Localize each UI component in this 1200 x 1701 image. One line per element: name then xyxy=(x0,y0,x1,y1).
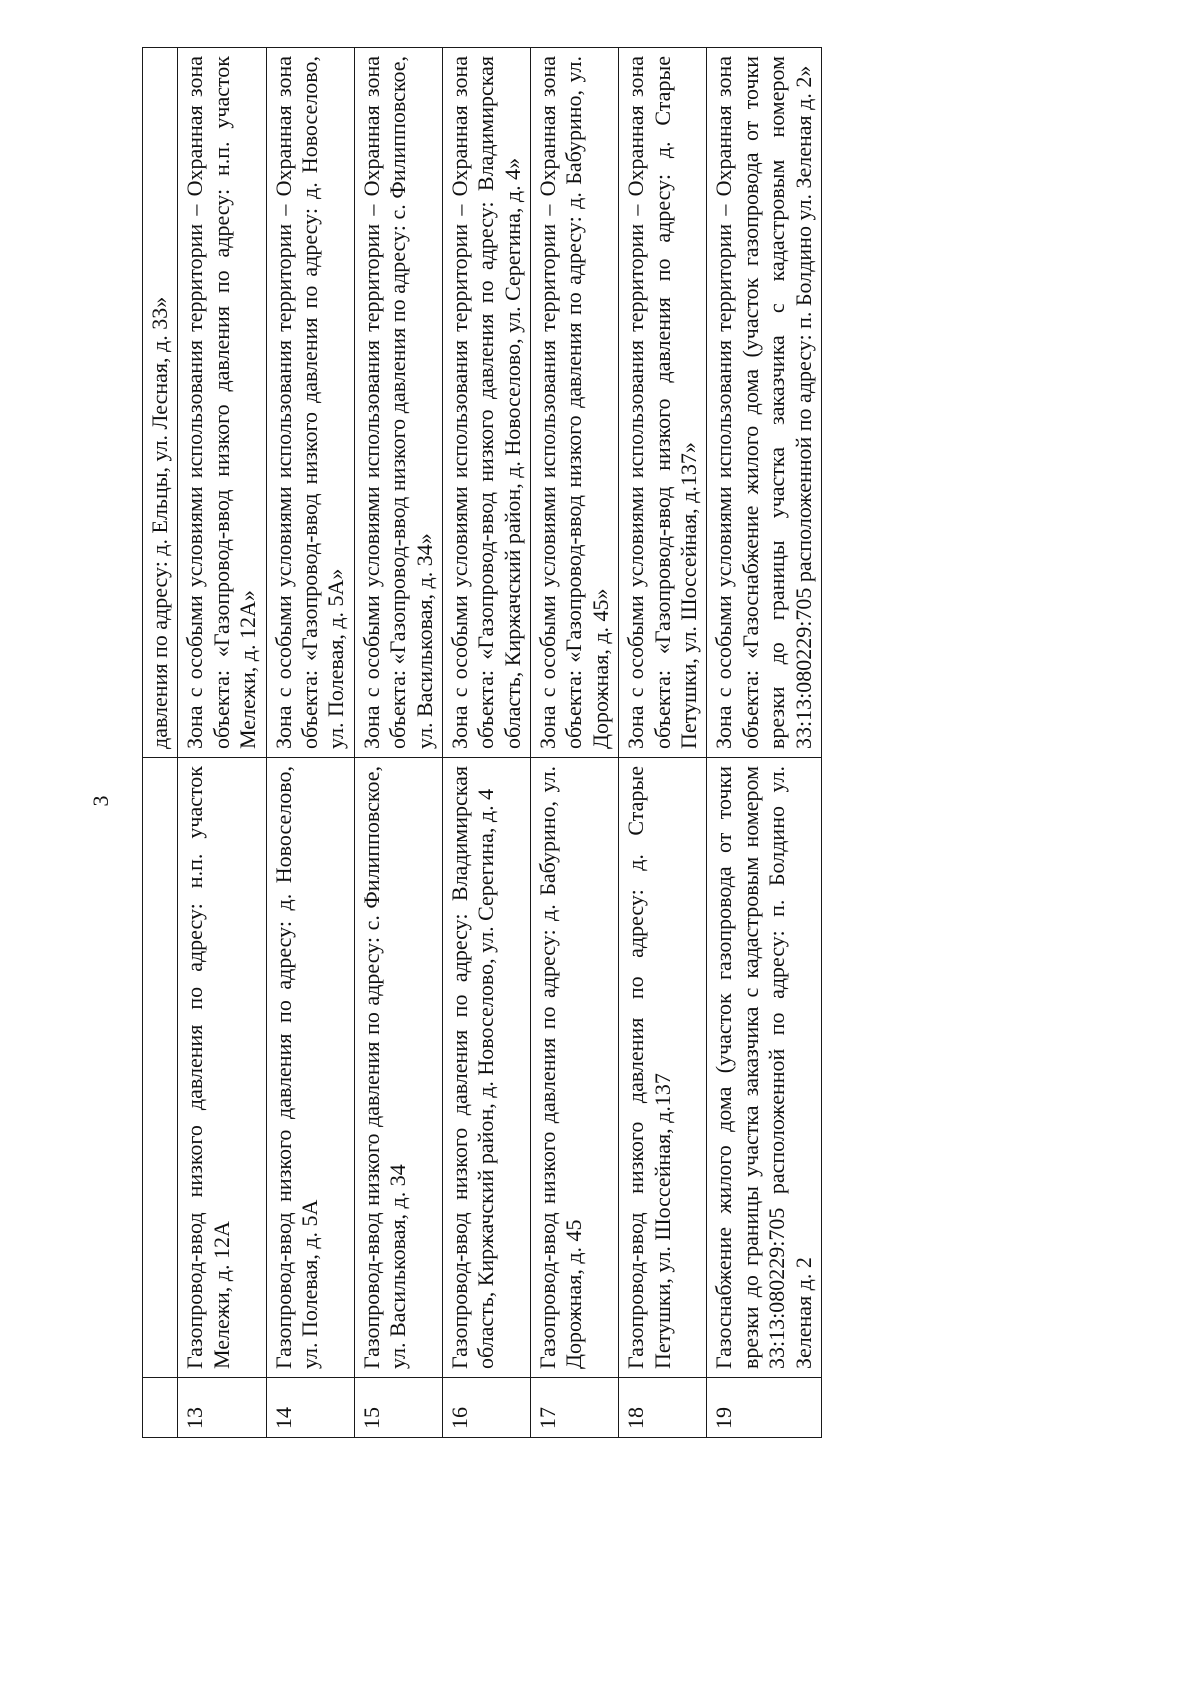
table-row xyxy=(707,48,822,1438)
row-number: 15 xyxy=(354,1378,442,1438)
table-row xyxy=(442,48,530,1438)
row-number: 18 xyxy=(619,1378,707,1438)
object-name-cell: Газопровод-ввод низкого давления по адресу: д. Бабурино, ул. Дорожная, д. 45 xyxy=(531,758,619,1378)
object-name-cell: Газопровод-ввод низкого давления по адресу: д. Старые Петушки, ул. Шоссейная, д.137 xyxy=(619,758,707,1378)
zone-description-cell: Зона с особыми условиями использования территории – Охранная зона объекта: «Газопровод-ввод низкого давления по адресу: д. Старые Петушки, ул. Шоссейная, д.137» xyxy=(619,48,707,758)
table-row xyxy=(178,48,266,1438)
zone-description-cell: Зона с особыми условиями использования территории – Охранная зона объекта: «Газоснабжение жилого дома (участок газопровода от точки врезки до границы участка заказчика с кадастровым номером 33:13:080229:705 расположенной по адресу: п. Болдино ул. Зеленая д. 2» xyxy=(707,48,822,758)
rotated-page-content xyxy=(142,48,1072,1438)
object-name-cell: Газоснабжение жилого дома (участок газопровода от точки врезки до границы участка заказчика с кадастровым номером 33:13:080229:705 расположенной по адресу: п. Болдино ул. Зеленая д. 2 xyxy=(707,758,822,1378)
table-row xyxy=(531,48,619,1438)
object-name-cell: Газопровод-ввод низкого давления по адресу: с. Филипповское, ул. Васильковая, д. 34 xyxy=(354,758,442,1378)
object-name-cell: Газопровод-ввод низкого давления по адресу: н.п. участок Мележи, д. 12А xyxy=(178,758,266,1378)
row-number xyxy=(143,1378,178,1438)
zone-description-cell: Зона с особыми условиями использования территории – Охранная зона объекта: «Газопровод-ввод низкого давления по адресу: Владимирская область, Киржачский район, д. Новоселово, ул. Серегина, д. 4» xyxy=(442,48,530,758)
row-number: 14 xyxy=(266,1378,354,1438)
object-name-cell: Газопровод-ввод низкого давления по адресу: д. Новоселово, ул. Полевая, д. 5А xyxy=(266,758,354,1378)
page-number: 3 xyxy=(88,795,113,807)
zone-description-cell: Зона с особыми условиями использования территории – Охранная зона объекта: «Газопровод-ввод низкого давления по адресу: д. Новоселово, ул. Полевая, д. 5А» xyxy=(266,48,354,758)
row-number: 19 xyxy=(707,1378,822,1438)
zone-description-cell: Зона с особыми условиями использования территории – Охранная зона объекта: «Газопровод-ввод низкого давления по адресу: д. Бабурино, ул. Дорожная, д. 45» xyxy=(531,48,619,758)
zone-description-cell: давления по адресу: д. Ельцы, ул. Лесная, д. 33» xyxy=(143,48,178,758)
row-number: 17 xyxy=(531,1378,619,1438)
zones-table xyxy=(142,47,822,1438)
object-name-cell: Газопровод-ввод низкого давления по адресу: Владимирская область, Киржачский район, д. Новоселово, ул. Серегина, д. 4 xyxy=(442,758,530,1378)
zone-description-cell: Зона с особыми условиями использования территории – Охранная зона объекта: «Газопровод-ввод низкого давления по адресу: н.п. участок Мележи, д. 12А» xyxy=(178,48,266,758)
table-row xyxy=(266,48,354,1438)
table-row xyxy=(619,48,707,1438)
row-number: 16 xyxy=(442,1378,530,1438)
table-row-continuation xyxy=(143,48,178,1438)
row-number: 13 xyxy=(178,1378,266,1438)
table-row xyxy=(354,48,442,1438)
object-name-cell xyxy=(143,758,178,1378)
zone-description-cell: Зона с особыми условиями использования территории – Охранная зона объекта: «Газопровод-ввод низкого давления по адресу: с. Филипповское, ул. Васильковая, д. 34» xyxy=(354,48,442,758)
